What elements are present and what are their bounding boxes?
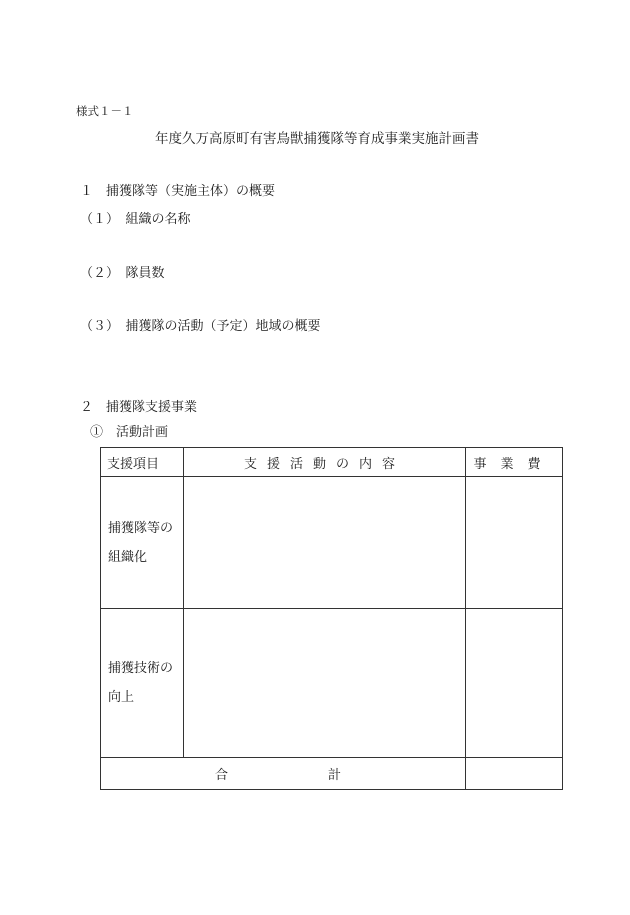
form-number: 様式１－１	[76, 104, 134, 118]
cost-cell-organization[interactable]	[466, 477, 563, 609]
table-row	[101, 609, 563, 758]
activity-plan-table	[100, 447, 563, 790]
section-1-item-organization-name: （１） 組織の名称	[80, 212, 191, 227]
header-support-item: 支援項目	[101, 448, 184, 477]
section-1-item-member-count: （２） 隊員数	[80, 266, 165, 281]
table-row	[101, 477, 563, 609]
content-cell-technique[interactable]	[184, 609, 466, 758]
section-1-item-activity-area: （３） 捕獲隊の活動（予定）地域の概要	[80, 319, 321, 334]
header-activity-content: 支援活動の内容	[184, 448, 466, 477]
activity-plan-heading: ① 活動計画	[90, 425, 169, 440]
row-label-organization: 捕獲隊等の組織化	[101, 477, 184, 609]
document-title: 年度久万高原町有害鳥獣捕獲隊等育成事業実施計画書	[155, 131, 479, 147]
total-label: 合計	[101, 758, 466, 790]
header-project-cost: 事業費	[466, 448, 563, 477]
content-cell-organization[interactable]	[184, 477, 466, 609]
section-1-heading: １ 捕獲隊等（実施主体）の概要	[80, 184, 276, 199]
table-total-row	[101, 758, 563, 790]
cost-cell-technique[interactable]	[466, 609, 563, 758]
table-header-row	[101, 448, 563, 477]
total-cost-cell[interactable]	[466, 758, 563, 790]
row-label-technique: 捕獲技術の向上	[101, 609, 184, 758]
section-2-heading: ２ 捕獲隊支援事業	[80, 400, 198, 415]
